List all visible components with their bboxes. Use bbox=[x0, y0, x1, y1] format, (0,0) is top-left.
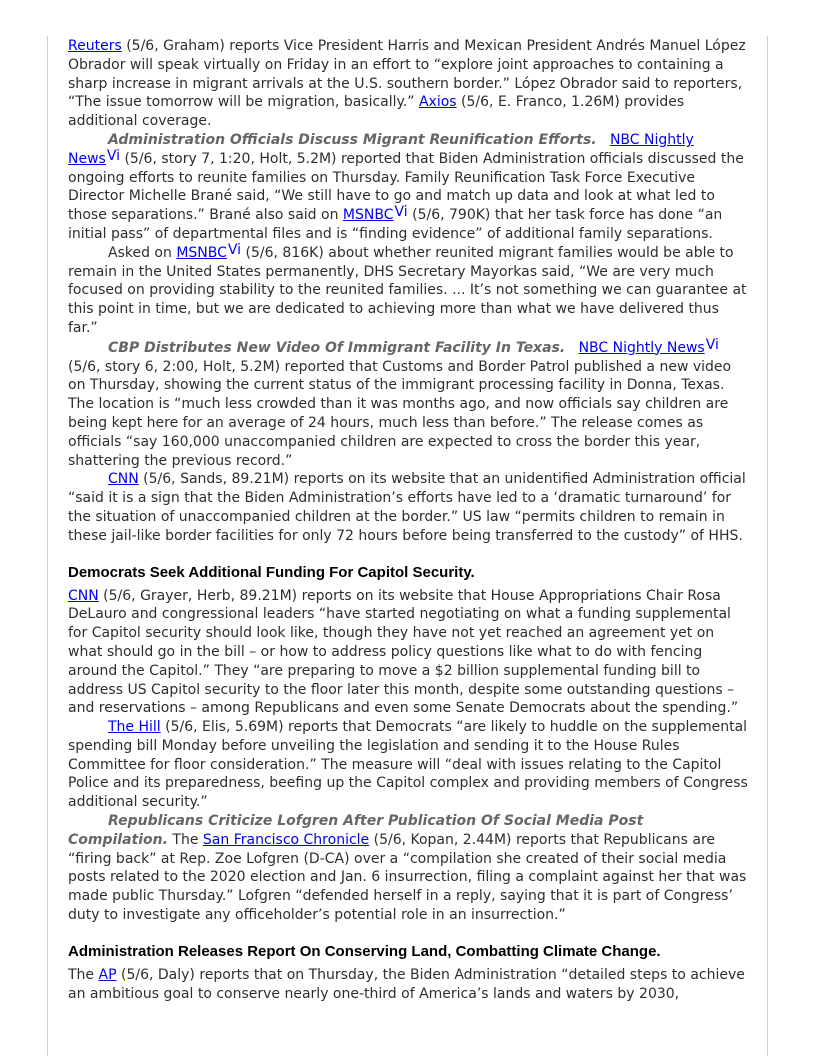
headline-capitol-security: Democrats Seek Additional Funding For Capitol Security. bbox=[68, 563, 475, 581]
video-icon[interactable]: Vi bbox=[705, 336, 719, 353]
subhead-cbp-video: CBP Distributes New Video Of Immigrant Facility In Texas. bbox=[108, 339, 566, 356]
link-msnbc-2[interactable]: MSNBC bbox=[176, 244, 227, 261]
link-reuters[interactable]: Reuters bbox=[68, 38, 122, 54]
paragraph-cnn-border: CNN (5/6, Sands, 89.21M) reports on its website that an unidentified Administration official “said it is a sign that the Biden Administration’s efforts have led to a ‘dramatic turnaround’ for the situation of unaccompanied children at the border.” US law “permits children to remain in these jail-like border facilities for only 72 hours before being transferred to the custody” of HHS. bbox=[68, 471, 746, 544]
link-ap[interactable]: AP bbox=[98, 966, 117, 983]
paragraph-the-hill: The Hill (5/6, Elis, 5.69M) reports that Democrats “are likely to huddle on the supplemental spending bill Monday before unveiling the legislation and sending it to the House Rules Committee for floor consideration.” The measure will “deal with issues relating to the Capitol Police and its preparedness, beefing up the Capitol complex and providing members of Congress additional security.” bbox=[68, 719, 748, 811]
paragraph-reuters: Reuters (5/6, Graham) reports Vice President Harris and Mexican President Andrés Manuel López Obrador will speak virtually on Friday in an effort to “explore joint approaches to containing a sharp increase in migrant arrivals at the U.S. southern border.” López Obrador said to reporters, “The issue tomorrow will be migration, basically.” Axios (5/6, E. Franco, 1.26M) provides additional coverage. bbox=[68, 38, 746, 130]
video-icon[interactable]: Vi bbox=[227, 241, 242, 258]
link-cnn-1[interactable]: CNN bbox=[108, 471, 139, 488]
paragraph-ap: The AP (5/6, Daly) reports that on Thursday, the Biden Administration “detailed steps to achieve an ambitious goal to conserve nearly one-third of America’s lands and waters by 2030, bbox=[68, 966, 745, 1002]
link-msnbc-1[interactable]: MSNBC bbox=[342, 207, 394, 224]
link-the-hill[interactable]: The Hill bbox=[108, 719, 161, 736]
video-icon[interactable]: Vi bbox=[106, 147, 121, 164]
link-axios[interactable]: Axios bbox=[418, 94, 457, 111]
document-page bbox=[47, 36, 768, 1056]
paragraph-reunification: Administration Officials Discuss Migrant Reunification Efforts. NBC Nightly News$^{Vi}$ (5/6, story 7, 1:20, Holt, 5.2M) reported that Biden Administration officials discussed the ongoing efforts to reunite families on Thursday. Family Reunification Task Force Executive Director Michelle Brané said, “We still have to go and match up data and look at what led to those separations.” Brané also said on $MSNBC^{Vi}$ (5/6, 790K) that her task force has done “an initial pass” of departmental files and is “finding evidence” of additional family separations. bbox=[68, 131, 744, 242]
paragraph-cnn-capitol: CNN (5/6, Grayer, Herb, 89.21M) reports on its website that House Appropriations Chair Rosa DeLauro and congressional leaders “have started negotiating on what a funding supplemental for Capitol security should look like, though they have not yet reached an agreement yet on what should go in the bill – or how to address policy questions like what to do with fencing around the Capitol.” They “are preparing to move a $2 billion supplemental funding bill to address US Capitol security to the floor later this month, despite some outstanding questions – and reservations – among Republicans and even some Senate Democrats about the spending.” bbox=[68, 587, 739, 717]
headline-conserving-land: Administration Releases Report On Conserving Land, Combatting Climate Change. bbox=[68, 942, 661, 960]
subhead-reunification: Administration Officials Discuss Migrant Reunification Efforts. bbox=[108, 131, 597, 148]
paragraph-lofgren: Republicans Criticize Lofgren After Publication Of Social Media Post Compilation. The San Francisco Chronicle (5/6, Kopan, 2.44M) reports that Republicans are “firing back” at Rep. Zoe Lofgren (D-CA) over a “compilation she created of their social media posts related to the 2020 election and Jan. 6 insurrection, filing a complaint against her that was made public Thursday.” Lofgren “defended herself in a reply, saying that it is part of Congress’ duty to investigate any officeholder’s potential role in an insurrection.” bbox=[68, 813, 747, 924]
video-icon[interactable]: Vi bbox=[394, 204, 408, 221]
link-cnn-2[interactable]: CNN bbox=[68, 587, 99, 604]
link-nbc-nightly-news-1[interactable]: NBC Nightly News bbox=[68, 131, 694, 167]
subhead-lofgren: Republicans Criticize Lofgren After Publication Of Social Media Post Compilation. bbox=[68, 813, 644, 848]
paragraph-mayorkas: Asked on $MSNBC^{Vi}$ (5/6, 816K) about whether reunited migrant families would be able to remain in the United States permanently, DHS Secretary Mayorkas said, “We are very much focused on providing stability to the reunited families. ... It’s not something we can guarantee at this point in time, but we are dedicated to achieving more than what we have delivered thus far.” bbox=[68, 241, 747, 336]
link-nbc-nightly-news-2[interactable]: NBC Nightly News bbox=[578, 339, 705, 356]
link-sf-chronicle[interactable]: San Francisco Chronicle bbox=[202, 831, 370, 848]
article-body bbox=[68, 37, 748, 1003]
paragraph-cbp-video: CBP Distributes New Video Of Immigrant Facility In Texas. NBC Nightly News$^{Vi}$ (5/6, story 6, 2:00, Holt, 5.2M) reported that Customs and Border Patrol published a new video on Thursday, showing the current status of the immigrant processing facility in Donna, Texas. The location is “much less crowded than it was months ago, and now officials say children are being kept here for an average of 24 hours, much less than before.” The release comes as officials “say 160,000 unaccompanied children are expected to cross the border this year, shattering the previous record.” bbox=[68, 336, 732, 469]
